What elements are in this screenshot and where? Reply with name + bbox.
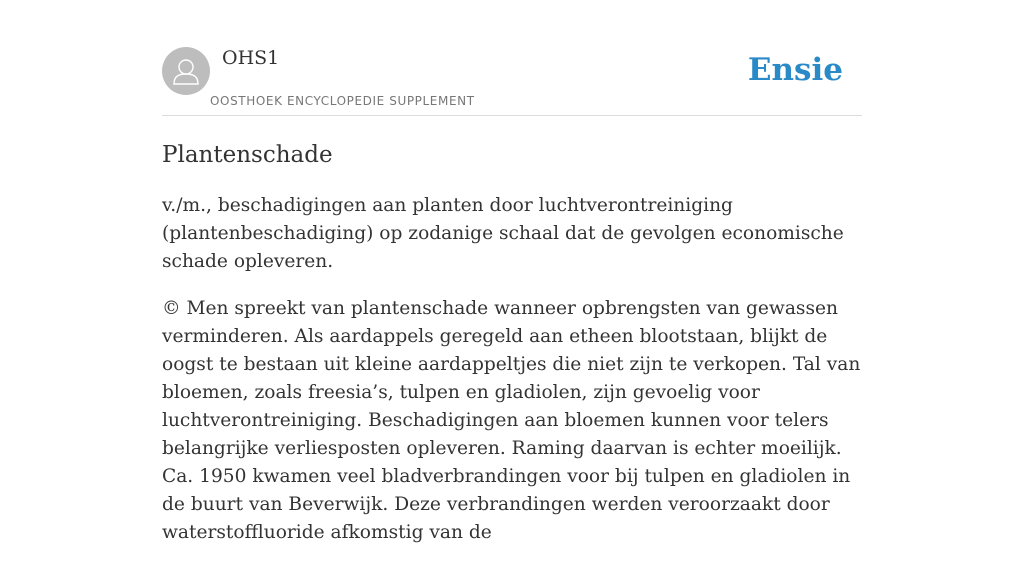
article-paragraph: © Men spreekt van plantenschade wanneer opbrengsten van gewassen verminderen. Als aardappels geregeld aan etheen blootstaan, blijkt de oogst te bestaan uit kleine aardappeltjes die niet zijn te verkopen. Tal van bloemen, zoals freesia’s, tulpen en gladiolen, zijn gevoelig voor luchtverontreiniging. Beschadigingen aan bloemen kunnen voor telers belangrijke verliesposten opleveren. Raming daarvan is echter moeilijk. Ca. 1950 kwamen veel bladverbrandingen voor bij tulpen en gladiolen in de buurt van Beverwijk. Deze verbrandingen werden veroorzaakt door waterstoffluoride afkomstig van de	[162, 298, 861, 543]
user-placeholder-icon	[162, 47, 210, 95]
article-title: Plantenschade	[162, 142, 333, 168]
author-link[interactable]: OHS1	[222, 47, 280, 69]
brand-logo[interactable]: Ensie	[747, 52, 843, 88]
header	[162, 0, 862, 116]
article-content	[162, 192, 862, 566]
source-label[interactable]: OOSTHOEK ENCYCLOPEDIE SUPPLEMENT	[210, 94, 475, 108]
page	[162, 0, 862, 543]
article-paragraph: v./m., beschadigingen aan planten door luchtverontreiniging (plantenbeschadiging) op zodanige schaal dat de gevolgen economische schade opleveren.	[162, 195, 844, 272]
avatar[interactable]	[162, 47, 210, 95]
